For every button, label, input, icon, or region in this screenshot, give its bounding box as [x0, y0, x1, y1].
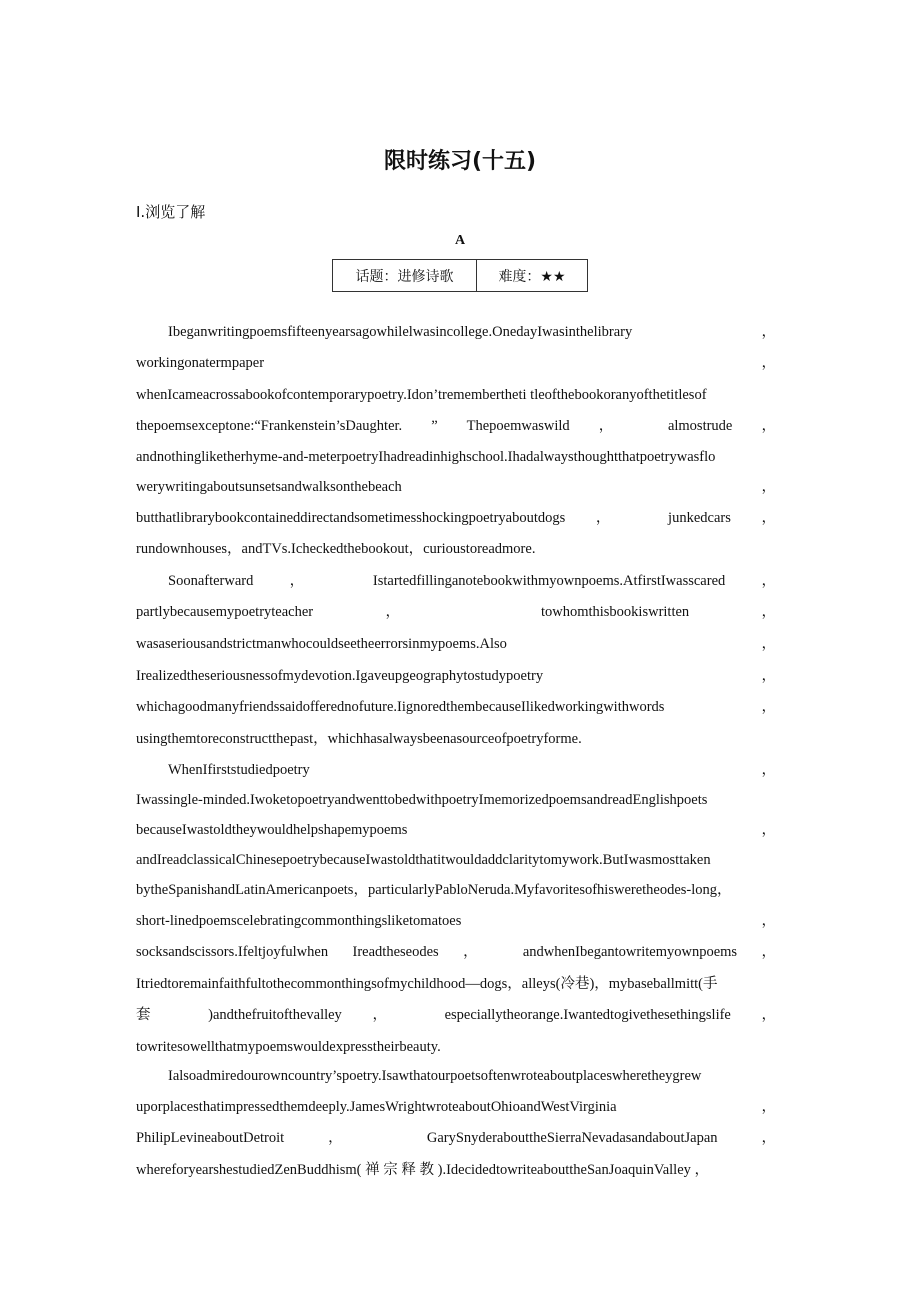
text-line: workingonatermpaper ， — [136, 355, 776, 371]
section-heading: Ⅰ.浏览了解 — [136, 203, 206, 221]
text-line: werywritingaboutsunsetsandwalksonthebeach ， — [136, 479, 776, 495]
text-line: wasaseriousandstrictmanwhocouldseetheerrorsinmypoems.Also ， — [136, 636, 776, 652]
text-line: short-linedpoemscelebratingcommonthingsliketomatoes ， — [136, 913, 776, 929]
text-line: Ialsoadmiredourowncountry’spoetry.Isawthatourpoetsoftenwroteaboutplaceswheretheygrew — [168, 1068, 702, 1084]
text-line: socksandscissors.Ifeltjoyfulwhen Ireadtheseodes ， andwhenIbegantowritemyownpoems ， — [136, 944, 776, 960]
text-line: Iwassingle-minded.IwoketopoetryandwenttobedwithpoetryImemorizedpoemsandreadEnglishpoets — [136, 792, 708, 808]
page-title: 限时练习(十五) — [383, 149, 537, 174]
text-line: WhenIfirststudiedpoetry ， — [168, 762, 776, 778]
text-line: butthatlibrarybookcontaineddirectandsometimesshockingpoetryaboutdogs ， junkedcars ， — [136, 510, 776, 526]
text-line: thepoemsexceptone:“Frankenstein’sDaughter. ” Thepoemwaswild ， almostrude ， — [136, 418, 776, 434]
passage-label: A — [454, 233, 466, 248]
text-line: andnothingliketherhyme-and-meterpoetryIhadreadinhighschool.Ihadalwaysthoughtthatpoetrywasflo — [136, 449, 716, 465]
text-line: partlybecausemypoetryteacher ， towhomthisbookiswritten ， — [136, 604, 776, 620]
text-line: towritesowellthatmypoemswouldexpresstheirbeauty. — [136, 1039, 441, 1055]
text-line: Irealizedtheseriousnessofmydevotion.Igaveupgeographytostudypoetry ， — [136, 668, 776, 684]
text-line: becauseIwastoldtheywouldhelpshapemypoems ， — [136, 822, 776, 838]
text-line: bytheSpanishandLatinAmericanpoets，particularlyPabloNeruda.Myfavoritesofhisweretheodes-long， — [136, 882, 732, 898]
topic-cell: 话题：进修诗歌 — [333, 260, 477, 292]
text-line: rundownhouses，andTVs.Icheckedthebookout，curioustoreadmore. — [136, 541, 536, 557]
text-line: usingthemtoreconstructthepast，whichhasalwaysbeenasourceofpoetryforme. — [136, 731, 582, 747]
text-line: Soonafterward ， Istartedfillinganotebookwithmyownpoems.AtfirstIwasscared ， — [168, 573, 776, 589]
text-line: Itriedtoremainfaithfultothecommonthingsofmychildhood—dogs，alleys(冷巷)，mybaseballmitt(手 — [136, 976, 718, 992]
text-line: whereforyearshestudiedZenBuddhism( 禅 宗 释 教 ).IdecidedtowriteabouttheSanJoaquinValley ， — [136, 1162, 710, 1178]
text-line: whichagoodmanyfriendssaidofferednofuture.IignoredthembecauseIlikedworkingwithwords ， — [136, 699, 776, 715]
text-line: PhilipLevineaboutDetroit ， GarySnyderabouttheSierraNevadasandaboutJapan ， — [136, 1130, 776, 1146]
text-line: whenIcameacrossabookofcontemporarypoetry.Idon’tremembertheti tleofthebookoranyofthetitlesof — [136, 387, 707, 403]
text-line: 套 )andthefruitofthevalley ， especiallytheorange.Iwantedtogivethesethingslife ， — [136, 1007, 776, 1023]
difficulty-cell: 难度：★★ — [477, 260, 588, 292]
text-line: uporplacesthatimpressedthemdeeply.JamesWrightwroteaboutOhioandWestVirginia ， — [136, 1099, 776, 1115]
text-line: andIreadclassicalChinesepoetrybecauseIwastoldthatitwouldaddclaritytomywork.ButIwasmosttaken — [136, 852, 711, 868]
text-line: Ibeganwritingpoemsfifteenyearsagowhilelwasincollege.OnedayIwasinthelibrary ， — [168, 324, 776, 340]
info-table — [332, 259, 588, 292]
